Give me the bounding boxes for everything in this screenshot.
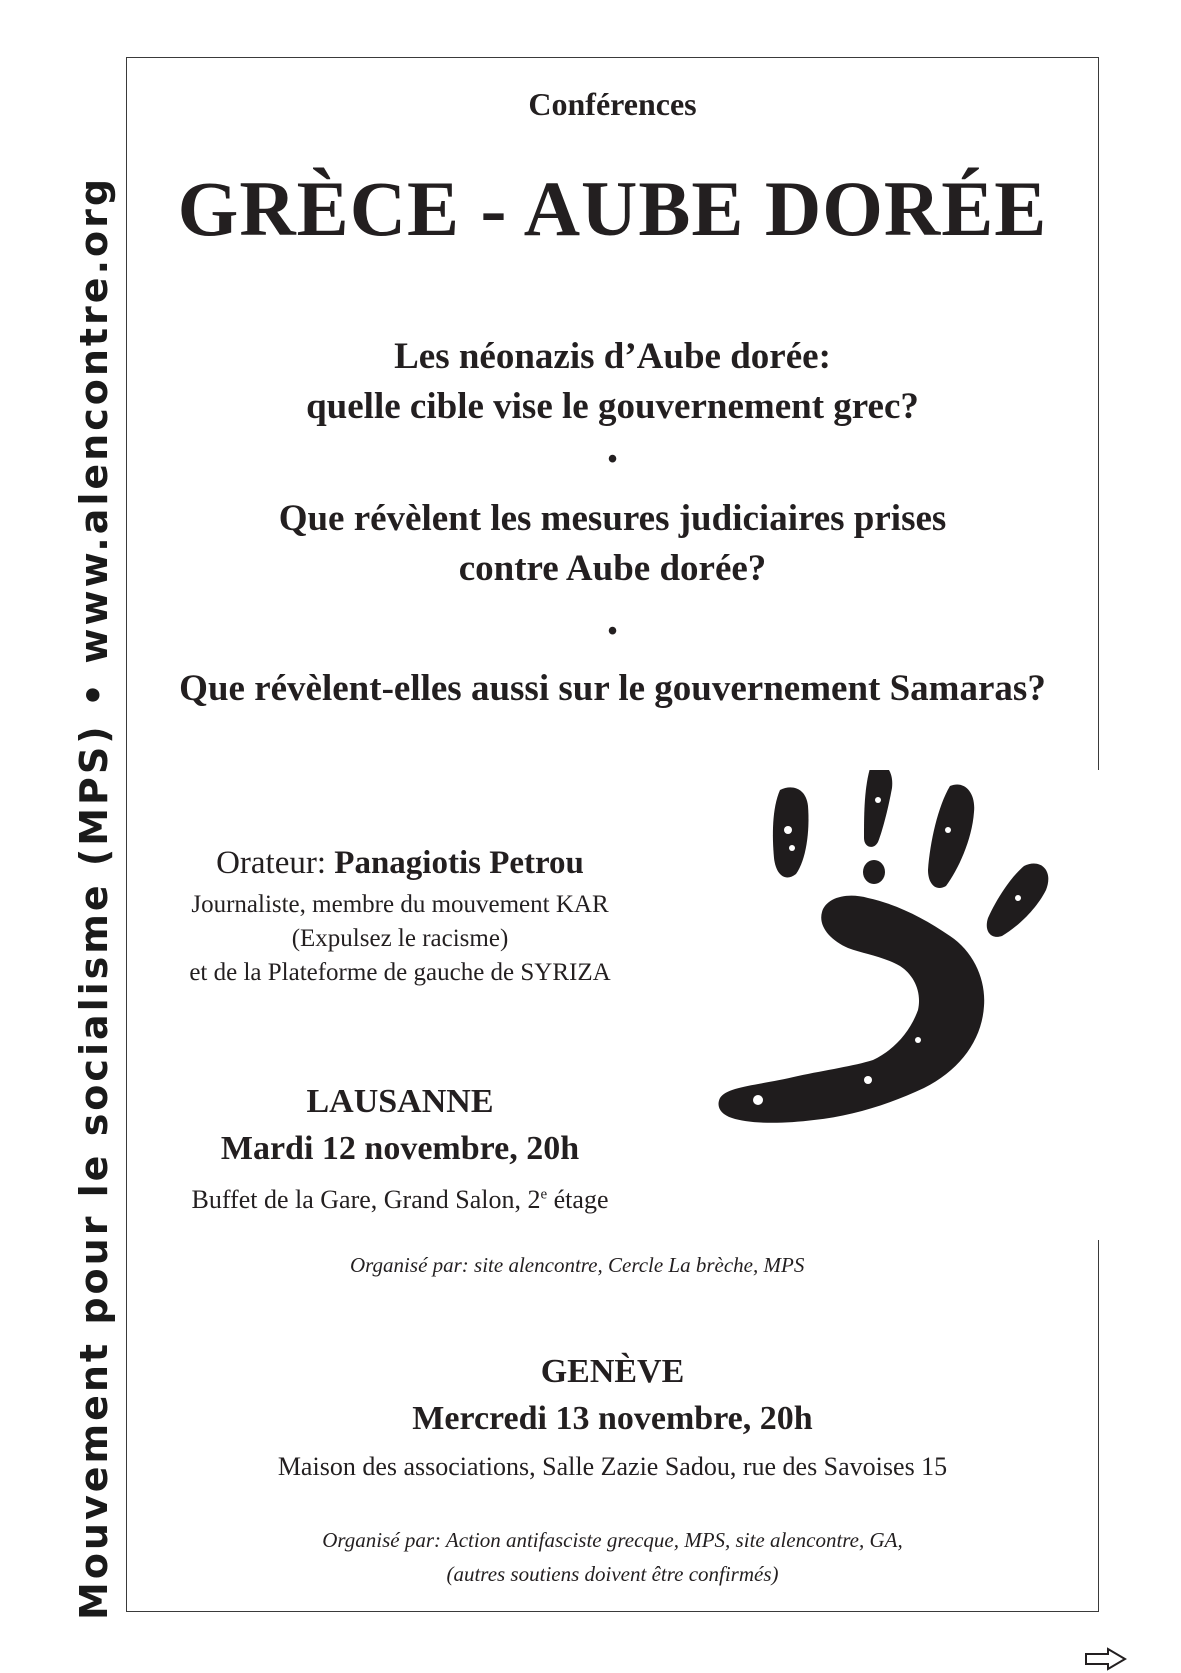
question-1-line-2: quelle cible vise le gouvernement grec? xyxy=(306,386,919,427)
speaker-description xyxy=(140,888,660,990)
sidebar-vertical-text: Mouvement pour le socialisme (MPS) • www.alencontre.org xyxy=(72,175,116,1620)
speaker-name: Panagiotis Petrou xyxy=(334,845,584,881)
arrow-right-icon[interactable] xyxy=(1084,1647,1128,1671)
question-1 xyxy=(126,332,1099,432)
geneve-organizers xyxy=(126,1523,1099,1591)
speaker-desc-line-3: et de la Plateforme de gauche de SYRIZA xyxy=(189,959,611,986)
speaker-desc-line-1: Journaliste, membre du mouvement KAR xyxy=(191,891,609,918)
speaker-label: Orateur: xyxy=(216,845,335,881)
question-3: Que révèlent-elles aussi sur le gouvernement Samaras? xyxy=(179,668,1046,709)
bullet-separator-1: • xyxy=(607,444,618,475)
question-2-line-1: Que révèlent les mesures judiciaires prises xyxy=(278,498,947,539)
handprint-icon xyxy=(668,770,1138,1200)
lausanne-venue-superscript: e xyxy=(540,1186,548,1203)
kicker: Conférences xyxy=(528,86,697,122)
lausanne-venue-floor: étage xyxy=(547,1185,609,1214)
geneve-organizers-line-2: (autres soutiens doivent être confirmés) xyxy=(446,1562,779,1586)
lausanne-venue-text: Buffet de la Gare, Grand Salon, 2 xyxy=(191,1185,541,1214)
lausanne-venue xyxy=(140,1185,660,1215)
geneve-organizers-line-1: Organisé par: Action antifasciste grecque, MPS, site alencontre, GA, xyxy=(322,1528,903,1552)
geneve-city: GENÈVE xyxy=(540,1353,685,1390)
lausanne-date: Mardi 12 novembre, 20h xyxy=(220,1130,580,1167)
question-2-line-2: contre Aube dorée? xyxy=(458,548,767,589)
geneve-venue: Maison des associations, Salle Zazie Sadou, rue des Savoises 15 xyxy=(277,1452,948,1481)
bullet-separator-2: • xyxy=(607,616,618,647)
speaker-desc-line-2: (Expulsez le racisme) xyxy=(291,925,509,952)
question-1-line-1: Les néonazis d’Aube dorée: xyxy=(394,336,831,377)
geneve-date: Mercredi 13 novembre, 20h xyxy=(412,1400,813,1437)
speaker-line xyxy=(140,845,660,882)
question-2 xyxy=(126,494,1099,594)
lausanne-city: LAUSANNE xyxy=(306,1083,494,1120)
page-title: GRÈCE - AUBE DORÉE xyxy=(177,165,1048,252)
lausanne-organizers: Organisé par: site alencontre, Cercle La brèche, MPS xyxy=(350,1253,805,1277)
